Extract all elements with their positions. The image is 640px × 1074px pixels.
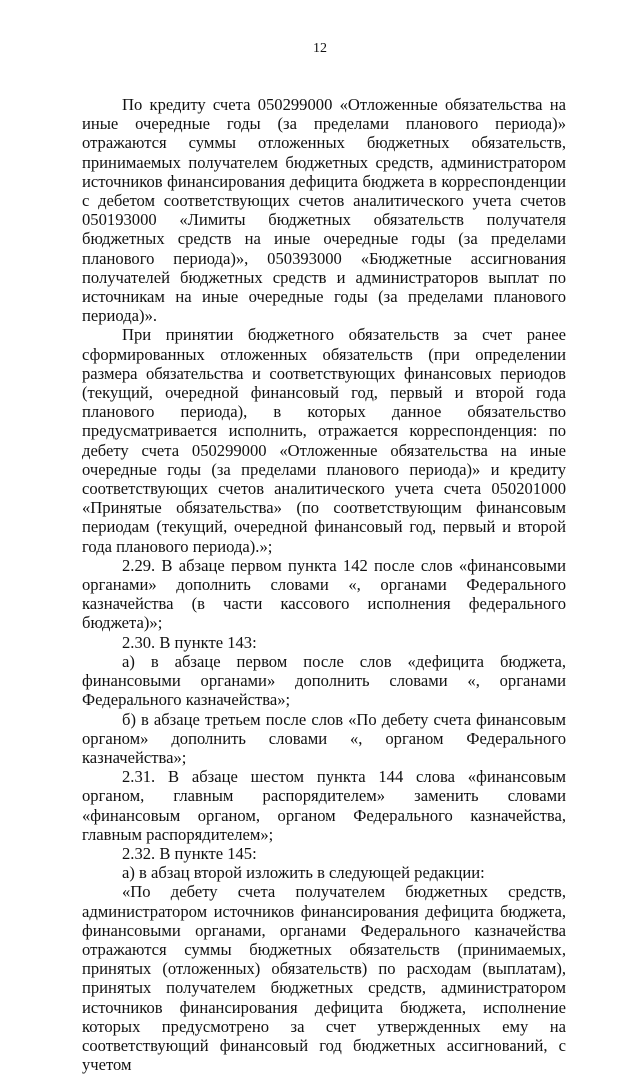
paragraph: а) в абзаце первом после слов «дефицита бюджета, финансовыми органами» дополнить словами «, органами Федерального казначейства»;: [82, 651, 566, 710]
paragraph: 2.29. В абзаце первом пункта 142 после слов «финансовыми органами» дополнить словами «, органами Федерального казначейства (в части кассового исполнения федерального бюджета)»;: [82, 555, 566, 633]
paragraph: 2.31. В абзаце шестом пункта 144 слова «финансовым органом, главным распорядителем» заменить словами «финансовым органом, органом Федерального казначейства, главным распорядителем»;: [82, 767, 566, 844]
document-body: [82, 95, 566, 1074]
paragraph: 2.30. В пункте 143:: [122, 632, 257, 652]
paragraph: «По дебету счета получателем бюджетных средств, администратором источников финансирования дефицита бюджета, финансовыми органами, органами Федерального казначейства отражаются суммы бюджетных обязательств (принимаемых, принятых (отложенных) обязательств) по расходам (выплатам), принятых получателем бюджетных средств, администратором источников финансирования дефицита бюджета, исполнение которых предусмотрено за счет утвержденных ему на соответствующий финансовый год бюджетных ассигнований, с учетом: [82, 882, 566, 1074]
paragraph: а) в абзац второй изложить в следующей редакции:: [122, 863, 485, 883]
paragraph: При принятии бюджетного обязательств за счет ранее сформированных отложенных обязательств (при определении размера обязательства и соответствующих финансовых периодов (текущий, очередной финансовый год, первый и второй года планового периода), в которых данное обязательство предусматривается исполнить, отражается корреспонденция: по дебету счета 050299000 «Отложенные обязательства на иные очередные годы (за пределами планового периода)» и кредиту соответствующих счетов аналитического учета счета 050201000 «Принятые обязательства» (по соответствующим финансовым периодам (текущий, очередной финансовый год, первый и второй года планового периода).»;: [82, 325, 566, 556]
page-number: 12: [313, 41, 327, 56]
paragraph: 2.32. В пункте 145:: [122, 843, 257, 863]
paragraph: б) в абзаце третьем после слов «По дебету счета финансовым органом» дополнить словами «, органом Федерального казначейства»;: [82, 709, 566, 767]
paragraph: По кредиту счета 050299000 «Отложенные обязательства на иные очередные годы (за пределами планового периода)» отражаются суммы отложенных бюджетных обязательств, принимаемых получателем бюджетных средств, администратором источников финансирования дефицита бюджета в корреспонденции с дебетом соответствующих счетов аналитического учета счетов 050193000 «Лимиты бюджетных обязательств получателя бюджетных средств на иные очередные годы (за пределами планового периода)», 050393000 «Бюджетные ассигнования получателей бюджетных средств и администраторов выплат по источникам на иные очередные годы (за пределами планового периода)».: [82, 95, 566, 326]
